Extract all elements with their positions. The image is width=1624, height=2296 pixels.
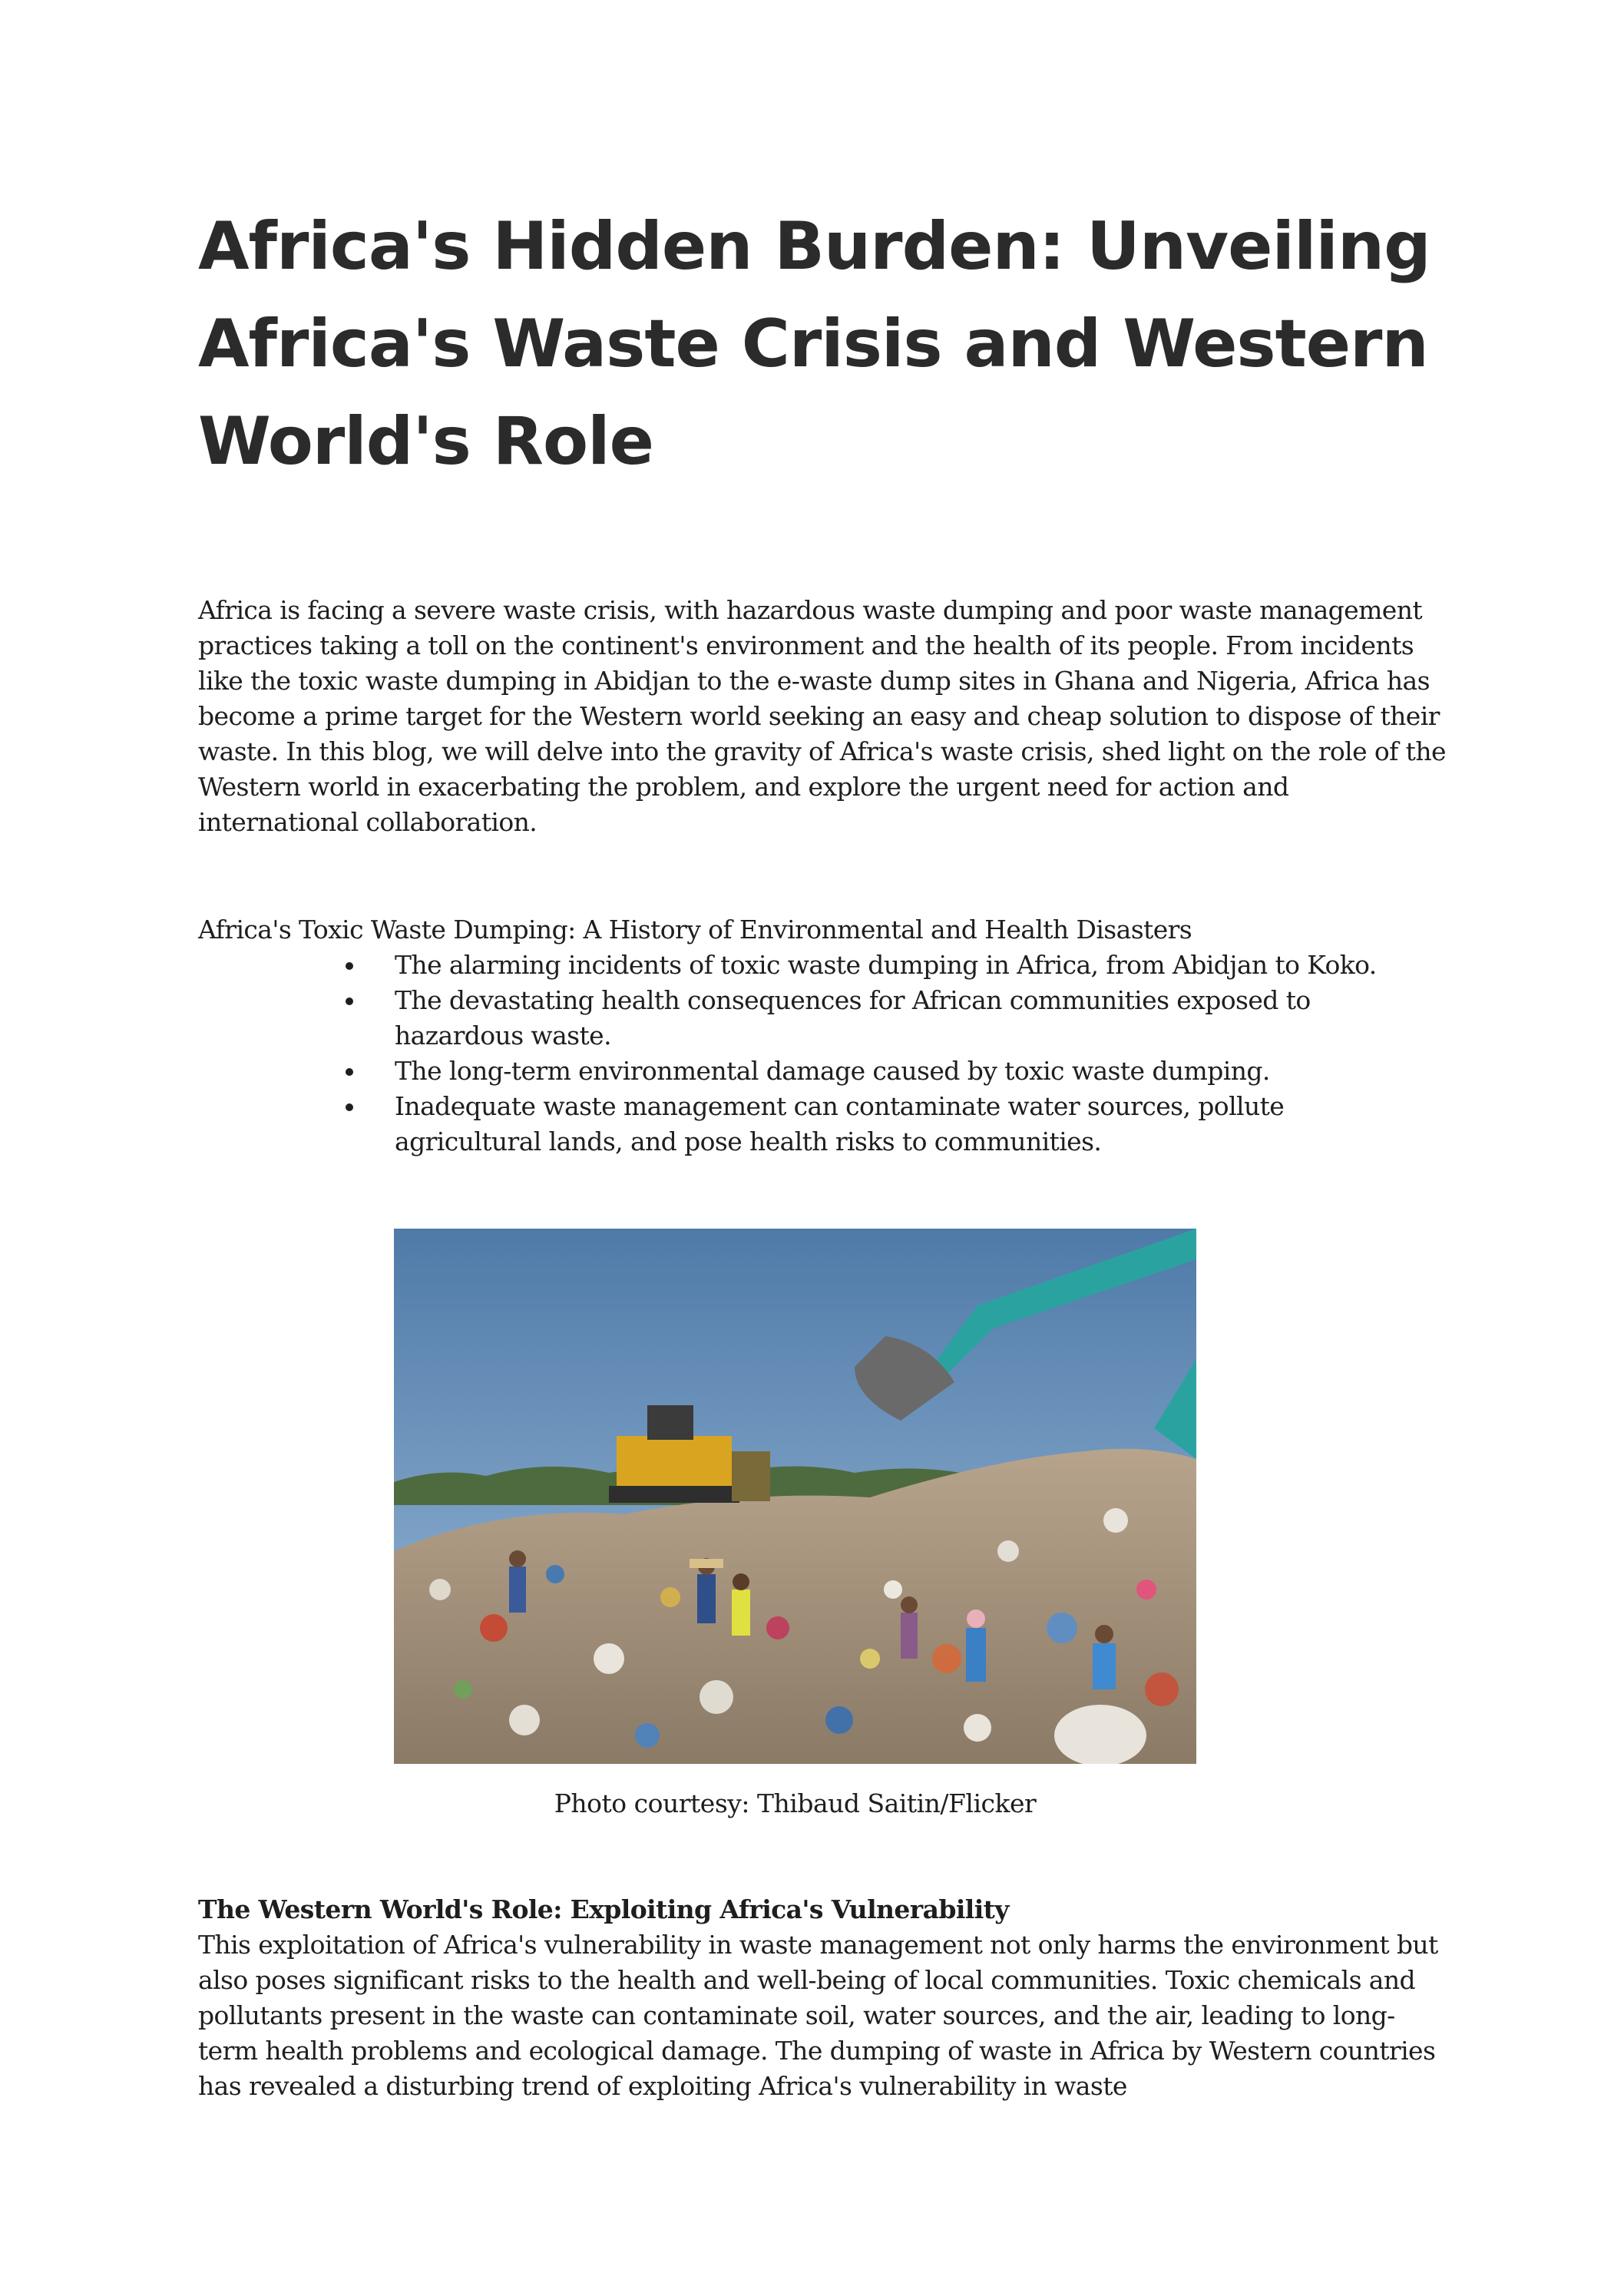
section2-heading: The Western World's Role: Exploiting Africa's Vulnerability — [198, 1894, 1009, 1924]
list-item-text: Inadequate waste management can contaminate water sources, pollute agricultural lands, and pose health risks to communities. — [395, 1091, 1285, 1156]
section1-bullet-list — [338, 948, 1397, 1160]
white-sack — [1054, 1705, 1146, 1764]
list-item-text: The devastating health consequences for African communities exposed to hazardous waste. — [395, 985, 1311, 1050]
section1-heading: Africa's Toxic Waste Dumping: A History of Environmental and Health Disasters — [198, 915, 1192, 945]
list-item-text: The alarming incidents of toxic waste dumping in Africa, from Abidjan to Koko. — [395, 950, 1377, 980]
bullet-icon — [346, 1068, 353, 1076]
landfill-photo — [394, 1229, 1196, 1764]
article-title: Africa's Hidden Burden: Unveiling Africa's Waste Crisis and Western World's Role — [198, 208, 1431, 480]
intro-paragraph: Africa is facing a severe waste crisis, with hazardous waste dumping and poor waste management practices taking a toll on the continent's environment and the health of its people. From incidents like the toxic waste dumping in Abidjan to the e-waste dump sites in Ghana and Nigeria, Africa has become a prime target for the Western world seeking an easy and cheap solution to dispose of their waste. In this blog, we will delve into the gravity of Africa's waste crisis, shed light on the role of the Western world in exacerbating the problem, and explore the urgent need for action and international collaboration. — [198, 595, 1446, 837]
bullet-icon — [346, 997, 353, 1005]
list-item — [338, 1054, 1397, 1089]
list-item-text: The long-term environmental damage caused by toxic waste dumping. — [395, 1056, 1270, 1086]
list-item — [338, 1089, 1397, 1160]
landfill-photo-illustration — [394, 1229, 1196, 1764]
section2-paragraph: This exploitation of Africa's vulnerability in waste management not only harms the environment but also poses significant risks to the health and well-being of local communities. Toxic chemicals and pollutants present in the waste can contaminate soil, water sources, and the air, leading to long-term health problems and ecological damage. The dumping of waste in Africa by Western countries has revealed a disturbing trend of exploiting Africa's vulnerability in waste — [198, 1930, 1438, 2101]
list-item — [338, 983, 1397, 1054]
bullet-icon — [346, 962, 353, 970]
list-item — [338, 948, 1397, 983]
photo-caption: Photo courtesy: Thibaud Saitin/Flicker — [554, 1788, 1037, 1818]
bullet-icon — [346, 1103, 353, 1111]
